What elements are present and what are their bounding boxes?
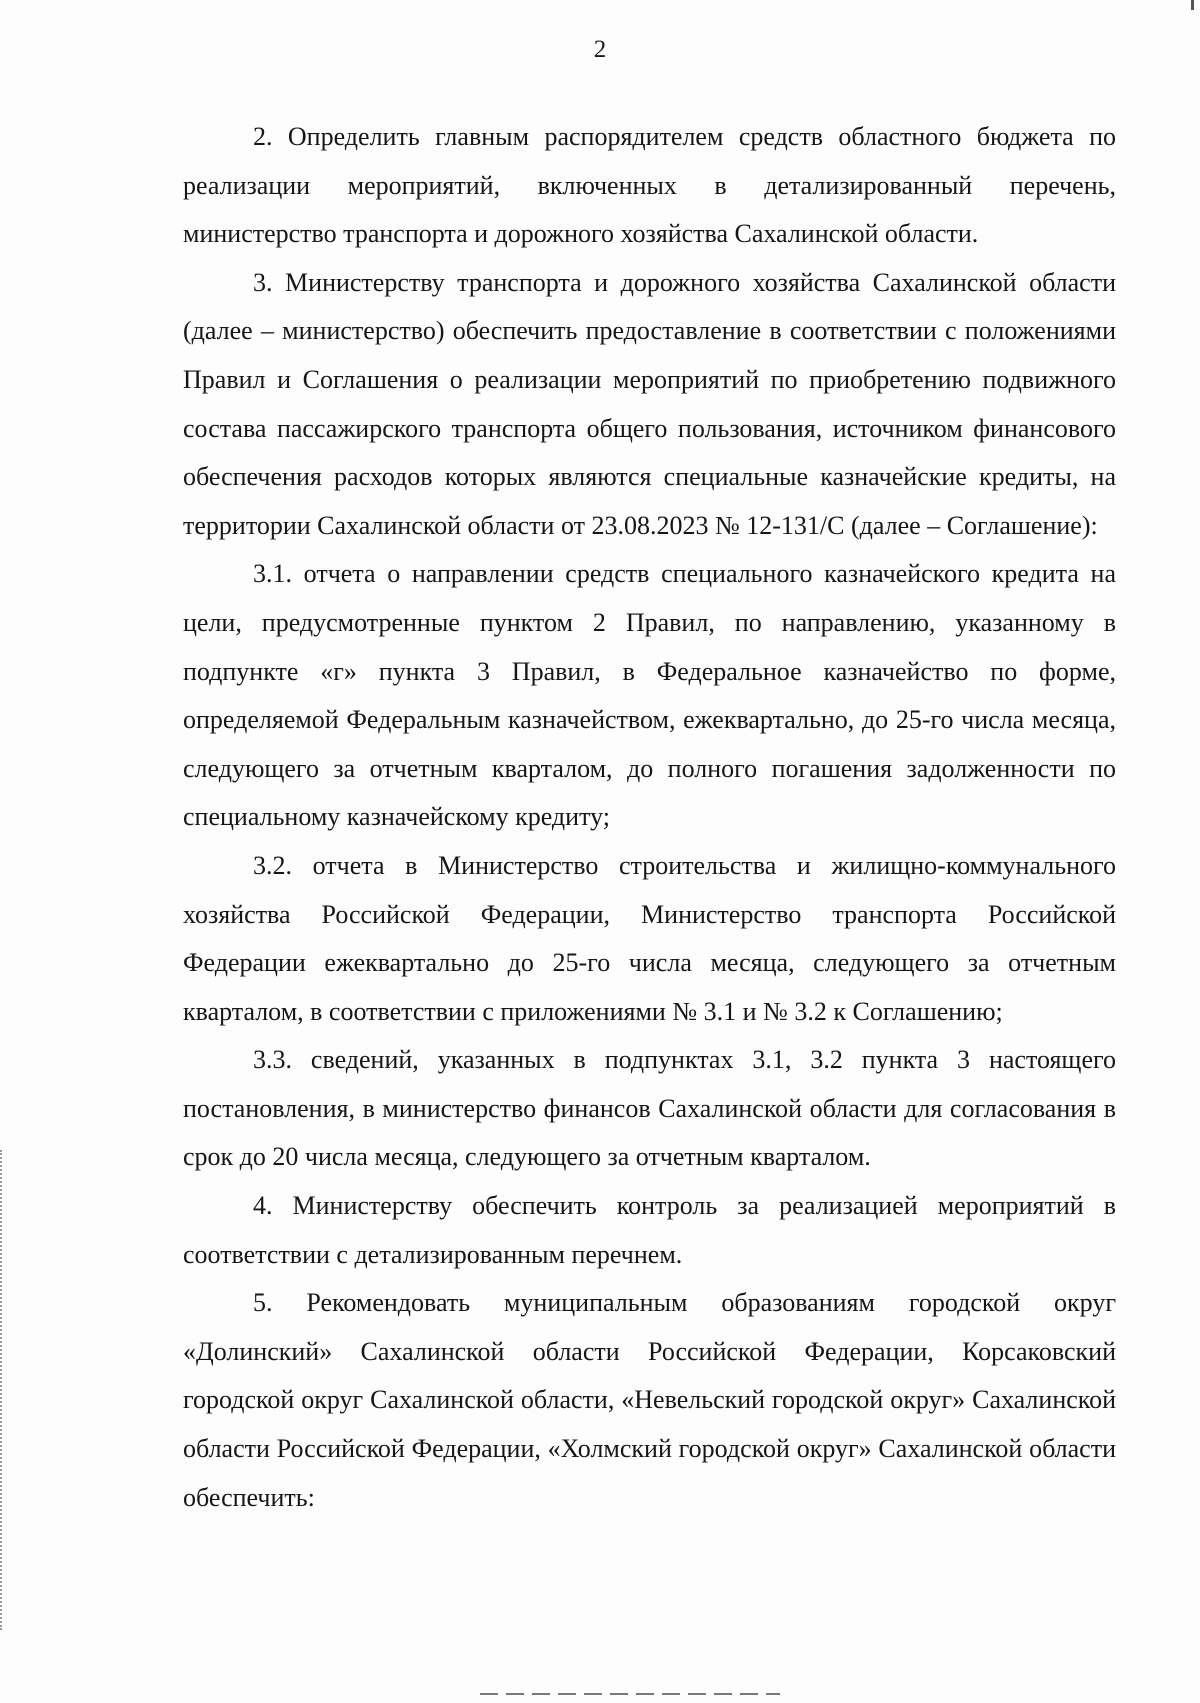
scan-bottom-edge (480, 1693, 780, 1695)
scan-artifact (1191, 0, 1194, 10)
document-body (183, 113, 1116, 1522)
paragraph-3-2: 3.2. отчета в Министерство строительства и жилищно-коммунального хозяйства Российской Федерации, Министерство транспорта Российской Федерации ежеквартально до 25-го числа месяца, следующего за отчетным кварталом, в соответствии с приложениями № 3.1 и № 3.2 к Соглашению; (183, 850, 1116, 1026)
paragraph-3-3: 3.3. сведений, указанных в подпунктах 3.1, 3.2 пункта 3 настоящего постановления, в министерство финансов Сахалинской области для согласования в срок до 20 числа месяца, следующего за отчетным кварталом. (183, 1045, 1116, 1172)
paragraph-5: 5. Рекомендовать муниципальным образованиям городской округ «Долинский» Сахалинской области Российской Федерации, Корсаковский городской округ Сахалинской области, «Невельский городской округ» Сахалинской области Российской Федерации, «Холмский городской округ» Сахалинской области обеспечить: (183, 1288, 1116, 1512)
paragraph-3: 3. Министерству транспорта и дорожного хозяйства Сахалинской области (далее – министерство) обеспечить предоставление в соответствии с положениями Правил и Соглашения о реализации мероприятий по приобретению подвижного состава пассажирского транспорта общего пользования, источником финансового обеспечения расходов которых являются специальные казначейские кредиты, на территории Сахалинской области от 23.08.2023 № 12-131/С (далее – Соглашение): (183, 267, 1116, 540)
paragraph-2: 2. Определить главным распорядителем средств областного бюджета по реализации мероприятий, включенных в детализированный перечень, министерство транспорта и дорожного хозяйства Сахалинской области. (183, 122, 1116, 249)
paragraph-4: 4. Министерству обеспечить контроль за реализацией мероприятий в соответствии с детализированным перечнем. (183, 1191, 1116, 1269)
paragraph-3-1: 3.1. отчета о направлении средств специального казначейского кредита на цели, предусмотренные пунктом 2 Правил, по направлению, указанному в подпункте «г» пункта 3 Правил, в Федеральное казначейство по форме, определяемой Федеральным казначейством, ежеквартально, до 25-го числа месяца, следующего за отчетным кварталом, до полного погашения задолженности по специальному казначейскому кредиту; (183, 559, 1116, 832)
page-number: 2 (593, 36, 607, 63)
binding-margin-marks (0, 1150, 6, 1630)
